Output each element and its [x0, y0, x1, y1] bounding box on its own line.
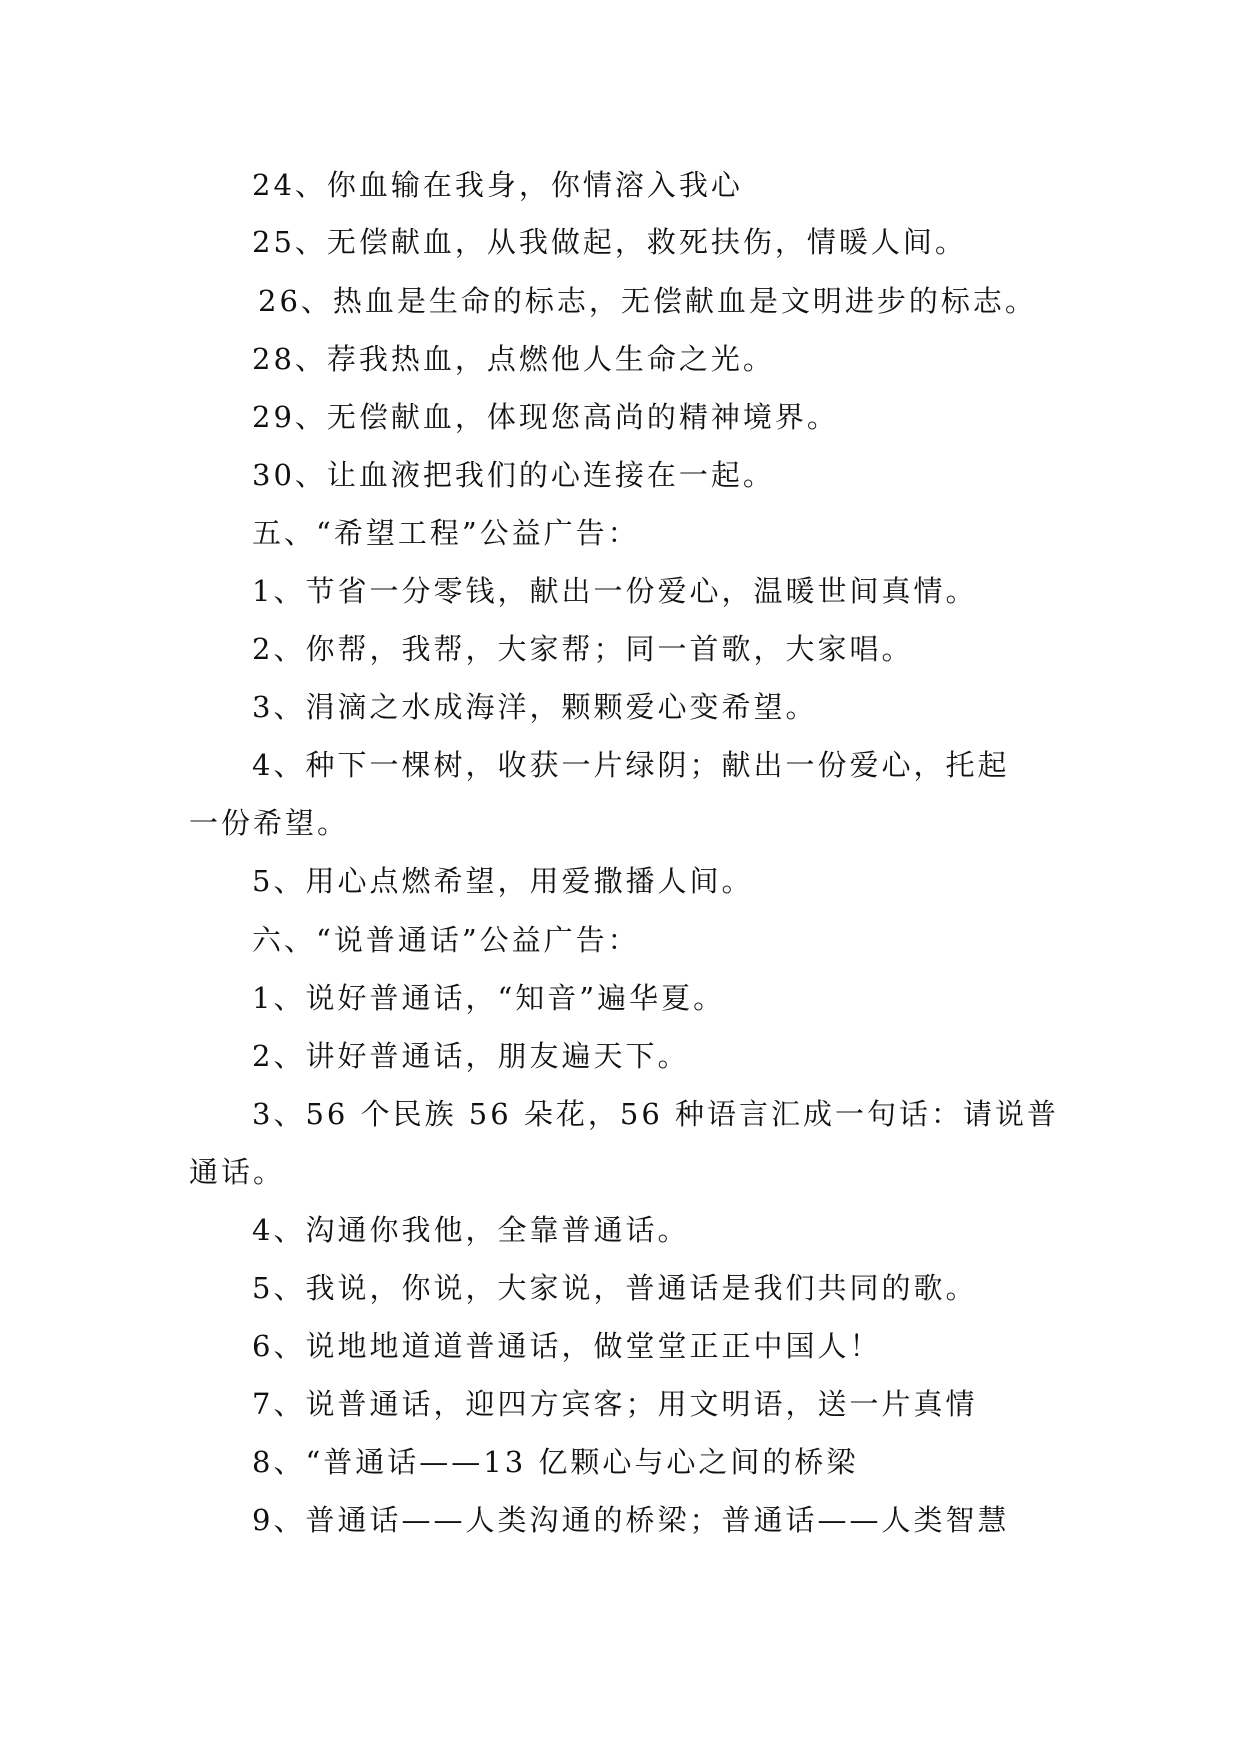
- text-line: 2、你帮，我帮，大家帮；同一首歌，大家唱。: [252, 632, 914, 666]
- text-line: 26、热血是生命的标志，无偿献血是文明进步的标志。: [258, 284, 1037, 318]
- text-line: 5、用心点燃希望，用爱撒播人间。: [252, 864, 754, 898]
- text-line: 4、种下一棵树，收获一片绿阴；献出一份爱心，托起: [252, 748, 1010, 782]
- text-line-continuation: 一份希望。: [189, 806, 350, 840]
- section-heading: 六、“说普通话”公益广告：: [252, 923, 640, 957]
- text-line: 30、让血液把我们的心连接在一起。: [252, 458, 775, 492]
- text-line: 2、讲好普通话，朋友遍天下。: [252, 1039, 690, 1073]
- section-heading: 五、“希望工程”公益广告：: [252, 516, 640, 550]
- text-line: 4、沟通你我他，全靠普通话。: [252, 1213, 690, 1247]
- text-line: 6、说地地道道普通话，做堂堂正正中国人！: [252, 1329, 882, 1363]
- text-line: 28、荐我热血，点燃他人生命之光。: [252, 342, 775, 376]
- text-line: 1、节省一分零钱，献出一份爱心，温暖世间真情。: [252, 574, 978, 608]
- text-line: 29、无偿献血，体现您高尚的精神境界。: [252, 400, 839, 434]
- text-line: 8、“普通话——13 亿颗心与心之间的桥梁: [252, 1445, 859, 1479]
- text-line: 3、涓滴之水成海洋，颗颗爱心变希望。: [252, 690, 818, 724]
- text-line-continuation: 通话。: [189, 1155, 286, 1189]
- text-line: 25、无偿献血，从我做起，救死扶伤，情暖人间。: [252, 225, 967, 259]
- text-line: 3、56 个民族 56 朵花，56 种语言汇成一句话：请说普: [252, 1097, 1060, 1131]
- text-line: 1、说好普通话，“知音”遍华夏。: [252, 981, 726, 1015]
- text-line: 24、你血输在我身，你情溶入我心: [252, 168, 743, 202]
- text-line: 5、我说，你说，大家说，普通话是我们共同的歌。: [252, 1271, 978, 1305]
- text-line: 9、普通话——人类沟通的桥梁；普通话——人类智慧: [252, 1503, 1010, 1537]
- text-line: 7、说普通话，迎四方宾客；用文明语，送一片真情: [252, 1387, 978, 1421]
